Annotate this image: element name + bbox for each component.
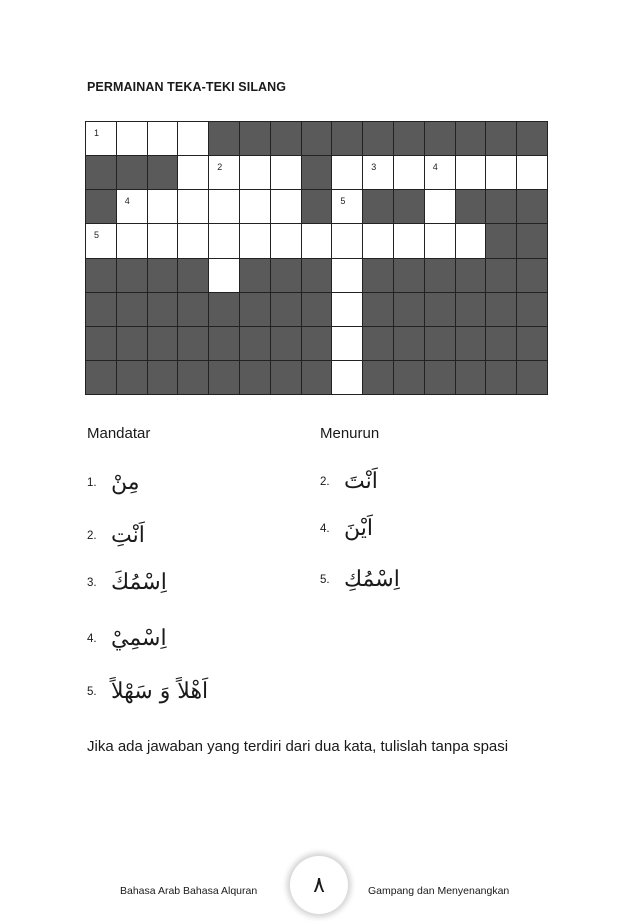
crossword-block-cell [240, 259, 270, 292]
crossword-block-cell [363, 361, 393, 394]
crossword-answer-cell[interactable] [271, 190, 301, 223]
crossword-block-cell [178, 327, 208, 360]
crossword-block-cell [517, 293, 547, 326]
crossword-block-cell [517, 259, 547, 292]
menurun-clue-4 [320, 516, 373, 541]
clue-arabic: اَنْتَ [344, 469, 378, 494]
crossword-block-cell [302, 327, 332, 360]
crossword-answer-cell[interactable] [178, 224, 208, 257]
crossword-block-cell [117, 327, 147, 360]
crossword-answer-cell[interactable] [332, 361, 362, 394]
crossword-answer-cell[interactable] [394, 156, 424, 189]
crossword-block-cell [209, 327, 239, 360]
clue-arabic: اَيْنَ [344, 516, 373, 541]
crossword-block-cell [271, 327, 301, 360]
crossword-answer-cell[interactable] [332, 190, 362, 223]
clue-number: 5. [87, 685, 97, 698]
crossword-block-cell [456, 259, 486, 292]
cell-clue-number: 5 [94, 230, 100, 241]
crossword-block-cell [425, 122, 455, 155]
crossword-block-cell [209, 293, 239, 326]
crossword-block-cell [486, 259, 516, 292]
crossword-block-cell [148, 156, 178, 189]
crossword-answer-cell[interactable] [86, 122, 116, 155]
crossword-answer-cell[interactable] [148, 122, 178, 155]
crossword-block-cell [517, 361, 547, 394]
crossword-block-cell [148, 259, 178, 292]
clue-number: 2. [87, 529, 97, 542]
crossword-block-cell [302, 156, 332, 189]
crossword-block-cell [86, 190, 116, 223]
crossword-block-cell [86, 327, 116, 360]
crossword-answer-cell[interactable] [486, 156, 516, 189]
crossword-block-cell [486, 361, 516, 394]
crossword-answer-cell[interactable] [425, 190, 455, 223]
crossword-answer-cell[interactable] [363, 224, 393, 257]
crossword-answer-cell[interactable] [271, 156, 301, 189]
crossword-block-cell [456, 122, 486, 155]
crossword-block-cell [240, 361, 270, 394]
crossword-block-cell [394, 259, 424, 292]
crossword-answer-cell[interactable] [178, 190, 208, 223]
clue-number: 4. [87, 632, 97, 645]
crossword-block-cell [302, 293, 332, 326]
crossword-block-cell [271, 259, 301, 292]
crossword-block-cell [209, 361, 239, 394]
mendatar-clue-2 [87, 523, 145, 548]
cell-clue-number: 4 [432, 162, 438, 173]
crossword-answer-cell[interactable] [363, 156, 393, 189]
crossword-block-cell [363, 327, 393, 360]
crossword-block-cell [425, 327, 455, 360]
crossword-block-cell [240, 293, 270, 326]
crossword-block-cell [486, 224, 516, 257]
crossword-block-cell [209, 122, 239, 155]
crossword-answer-cell[interactable] [240, 156, 270, 189]
crossword-block-cell [456, 190, 486, 223]
crossword-block-cell [86, 361, 116, 394]
crossword-block-cell [363, 190, 393, 223]
cell-clue-number: 3 [371, 162, 377, 173]
crossword-block-cell [302, 190, 332, 223]
crossword-answer-cell[interactable] [332, 259, 362, 292]
crossword-block-cell [240, 327, 270, 360]
crossword-answer-cell[interactable] [148, 190, 178, 223]
crossword-block-cell [456, 327, 486, 360]
crossword-block-cell [148, 293, 178, 326]
crossword-answer-cell[interactable] [332, 224, 362, 257]
crossword-answer-cell[interactable] [332, 327, 362, 360]
clue-number: 2. [320, 475, 330, 488]
clue-arabic: اَنْتِ [111, 523, 145, 548]
clue-number: 1. [87, 476, 97, 489]
clue-number: 5. [320, 573, 330, 586]
crossword-block-cell [271, 122, 301, 155]
crossword-block-cell [394, 293, 424, 326]
footer-right: Gampang dan Menyenangkan [368, 885, 510, 897]
crossword-block-cell [86, 156, 116, 189]
crossword-block-cell [486, 327, 516, 360]
mendatar-clue-4 [87, 626, 167, 651]
crossword-answer-cell[interactable] [425, 224, 455, 257]
crossword-answer-cell[interactable] [517, 156, 547, 189]
crossword-block-cell [363, 122, 393, 155]
crossword-block-cell [486, 293, 516, 326]
crossword-answer-cell[interactable] [117, 122, 147, 155]
crossword-block-cell [456, 361, 486, 394]
crossword-block-cell [517, 122, 547, 155]
crossword-answer-cell[interactable] [240, 224, 270, 257]
crossword-block-cell [425, 259, 455, 292]
crossword-block-cell [302, 122, 332, 155]
cell-clue-number: 4 [124, 196, 130, 207]
cell-clue-number: 5 [340, 196, 346, 207]
page-title: PERMAINAN TEKA-TEKI SILANG [87, 80, 287, 94]
crossword-block-cell [517, 190, 547, 223]
crossword-block-cell [148, 361, 178, 394]
clue-arabic: اِسْمِيْ [111, 626, 167, 651]
crossword-answer-cell[interactable] [394, 224, 424, 257]
crossword-answer-cell[interactable] [456, 224, 486, 257]
crossword-block-cell [271, 293, 301, 326]
menurun-clue-2 [320, 469, 378, 494]
footer-left: Bahasa Arab Bahasa Alquran [120, 885, 258, 897]
crossword-block-cell [178, 259, 208, 292]
crossword-answer-cell[interactable] [86, 224, 116, 257]
crossword-block-cell [363, 259, 393, 292]
crossword-block-cell [394, 122, 424, 155]
crossword-block-cell [117, 361, 147, 394]
crossword-block-cell [178, 361, 208, 394]
crossword-block-cell [86, 293, 116, 326]
clue-arabic: مِنْ [111, 470, 140, 495]
cell-clue-number: 2 [217, 162, 223, 173]
crossword-answer-cell[interactable] [209, 156, 239, 189]
menurun-clue-5 [320, 567, 400, 592]
crossword-block-cell [302, 259, 332, 292]
clue-number: 4. [320, 522, 330, 535]
crossword-answer-cell[interactable] [178, 122, 208, 155]
crossword-grid [85, 121, 548, 395]
mendatar-heading: Mandatar [87, 425, 151, 442]
clue-arabic: اِسْمُكِ [344, 567, 400, 592]
mendatar-clue-5 [87, 679, 208, 704]
crossword-block-cell [486, 190, 516, 223]
crossword-answer-cell[interactable] [332, 156, 362, 189]
crossword-block-cell [302, 361, 332, 394]
crossword-block-cell [332, 122, 362, 155]
crossword-answer-cell[interactable] [117, 224, 147, 257]
clue-number: 3. [87, 576, 97, 589]
crossword-block-cell [363, 293, 393, 326]
crossword-block-cell [178, 293, 208, 326]
crossword-block-cell [394, 190, 424, 223]
crossword-block-cell [240, 122, 270, 155]
crossword-block-cell [425, 293, 455, 326]
cell-clue-number: 1 [94, 128, 100, 138]
page-number-badge [290, 856, 348, 914]
crossword-block-cell [517, 327, 547, 360]
crossword-block-cell [517, 224, 547, 257]
crossword-block-cell [394, 361, 424, 394]
clue-arabic: اِسْمُكَ [111, 570, 167, 595]
crossword-block-cell [394, 327, 424, 360]
crossword-block-cell [148, 327, 178, 360]
crossword-answer-cell[interactable] [148, 224, 178, 257]
clue-arabic: اَهْلاً وَ سَهْلاً [111, 679, 209, 704]
page-number: ٨ [313, 872, 325, 898]
crossword-answer-cell[interactable] [209, 190, 239, 223]
instruction-note: Jika ada jawaban yang terdiri dari dua kata, tulislah tanpa spasi [87, 738, 509, 755]
crossword-answer-cell[interactable] [271, 224, 301, 257]
crossword-answer-cell[interactable] [425, 156, 455, 189]
crossword-answer-cell[interactable] [178, 156, 208, 189]
crossword-answer-cell[interactable] [209, 224, 239, 257]
menurun-heading: Menurun [320, 425, 380, 442]
crossword-block-cell [117, 293, 147, 326]
crossword-answer-cell[interactable] [117, 190, 147, 223]
crossword-block-cell [271, 361, 301, 394]
crossword-answer-cell[interactable] [456, 156, 486, 189]
crossword-block-cell [86, 259, 116, 292]
crossword-block-cell [486, 122, 516, 155]
crossword-block-cell [456, 293, 486, 326]
mendatar-clue-1 [87, 470, 140, 495]
mendatar-clue-3 [87, 570, 167, 595]
crossword-block-cell [117, 259, 147, 292]
crossword-answer-cell[interactable] [302, 224, 332, 257]
crossword-block-cell [117, 156, 147, 189]
crossword-block-cell [425, 361, 455, 394]
crossword-answer-cell[interactable] [209, 259, 239, 292]
crossword-answer-cell[interactable] [240, 190, 270, 223]
crossword-answer-cell[interactable] [332, 293, 362, 326]
